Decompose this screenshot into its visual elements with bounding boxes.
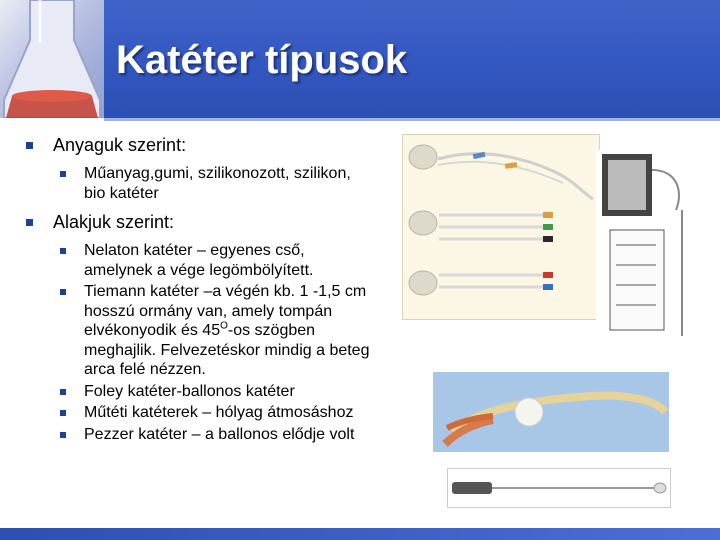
square-bullet-icon [60, 410, 66, 416]
sub-bullet-text-rest: -os szögben meghajlik. Felvezetéskor mindig a beteg arca felé nézzen. [84, 322, 370, 378]
foley-catheter-photo [433, 372, 669, 452]
sub-bullet-text: Műanyag,gumi, szilikonozott, szilikon, bio katéter [84, 165, 351, 202]
bullet-text: Alakjuk szerint: [53, 212, 175, 232]
square-bullet-icon [60, 289, 66, 295]
degree-sup: O [220, 320, 228, 332]
bullet-list [22, 134, 392, 446]
sub-bullet-text: Műtéti katéterek – hólyag átmosáshoz [84, 404, 354, 421]
bullet-material [22, 134, 392, 156]
sub-bullet-tiemann [22, 282, 374, 380]
sub-bullet-materials [22, 164, 374, 203]
sub-bullet-text: Pezzer katéter – a ballonos elődje volt [84, 425, 355, 443]
sub-bullet-text: Foley katéter-ballonos katéter [84, 382, 295, 400]
slide-title: Katéter típusok [116, 38, 408, 82]
square-bullet-icon [26, 142, 33, 149]
sub-bullet-nelaton [22, 241, 374, 280]
square-bullet-icon [26, 219, 33, 226]
bullet-text: Anyaguk szerint: [53, 135, 187, 155]
square-bullet-icon [60, 432, 66, 438]
flask-image [0, 0, 104, 118]
bullet-shape [22, 211, 392, 233]
sub-bullet-surgical [22, 403, 374, 423]
sub-bullet-text: Tiemann katéter –a végén kb. 1 -1,5 cm hosszú ormány van, amely tompán elvékonyodik és 45 [84, 283, 367, 339]
sub-bullet-pezzer [22, 425, 374, 445]
square-bullet-icon [60, 171, 66, 177]
header-divider [104, 118, 720, 121]
sub-bullet-foley [22, 382, 374, 402]
catheter-schematic-image [596, 150, 692, 336]
catheter-set-photo [402, 134, 600, 320]
sub-bullet-text: Nelaton katéter – egyenes cső, amelynek a vége legömbölyített. [84, 242, 314, 279]
pezzer-catheter-photo [447, 468, 671, 508]
square-bullet-icon [60, 248, 66, 254]
footer-bar [0, 528, 720, 540]
square-bullet-icon [60, 389, 66, 395]
slide-header [0, 0, 720, 118]
